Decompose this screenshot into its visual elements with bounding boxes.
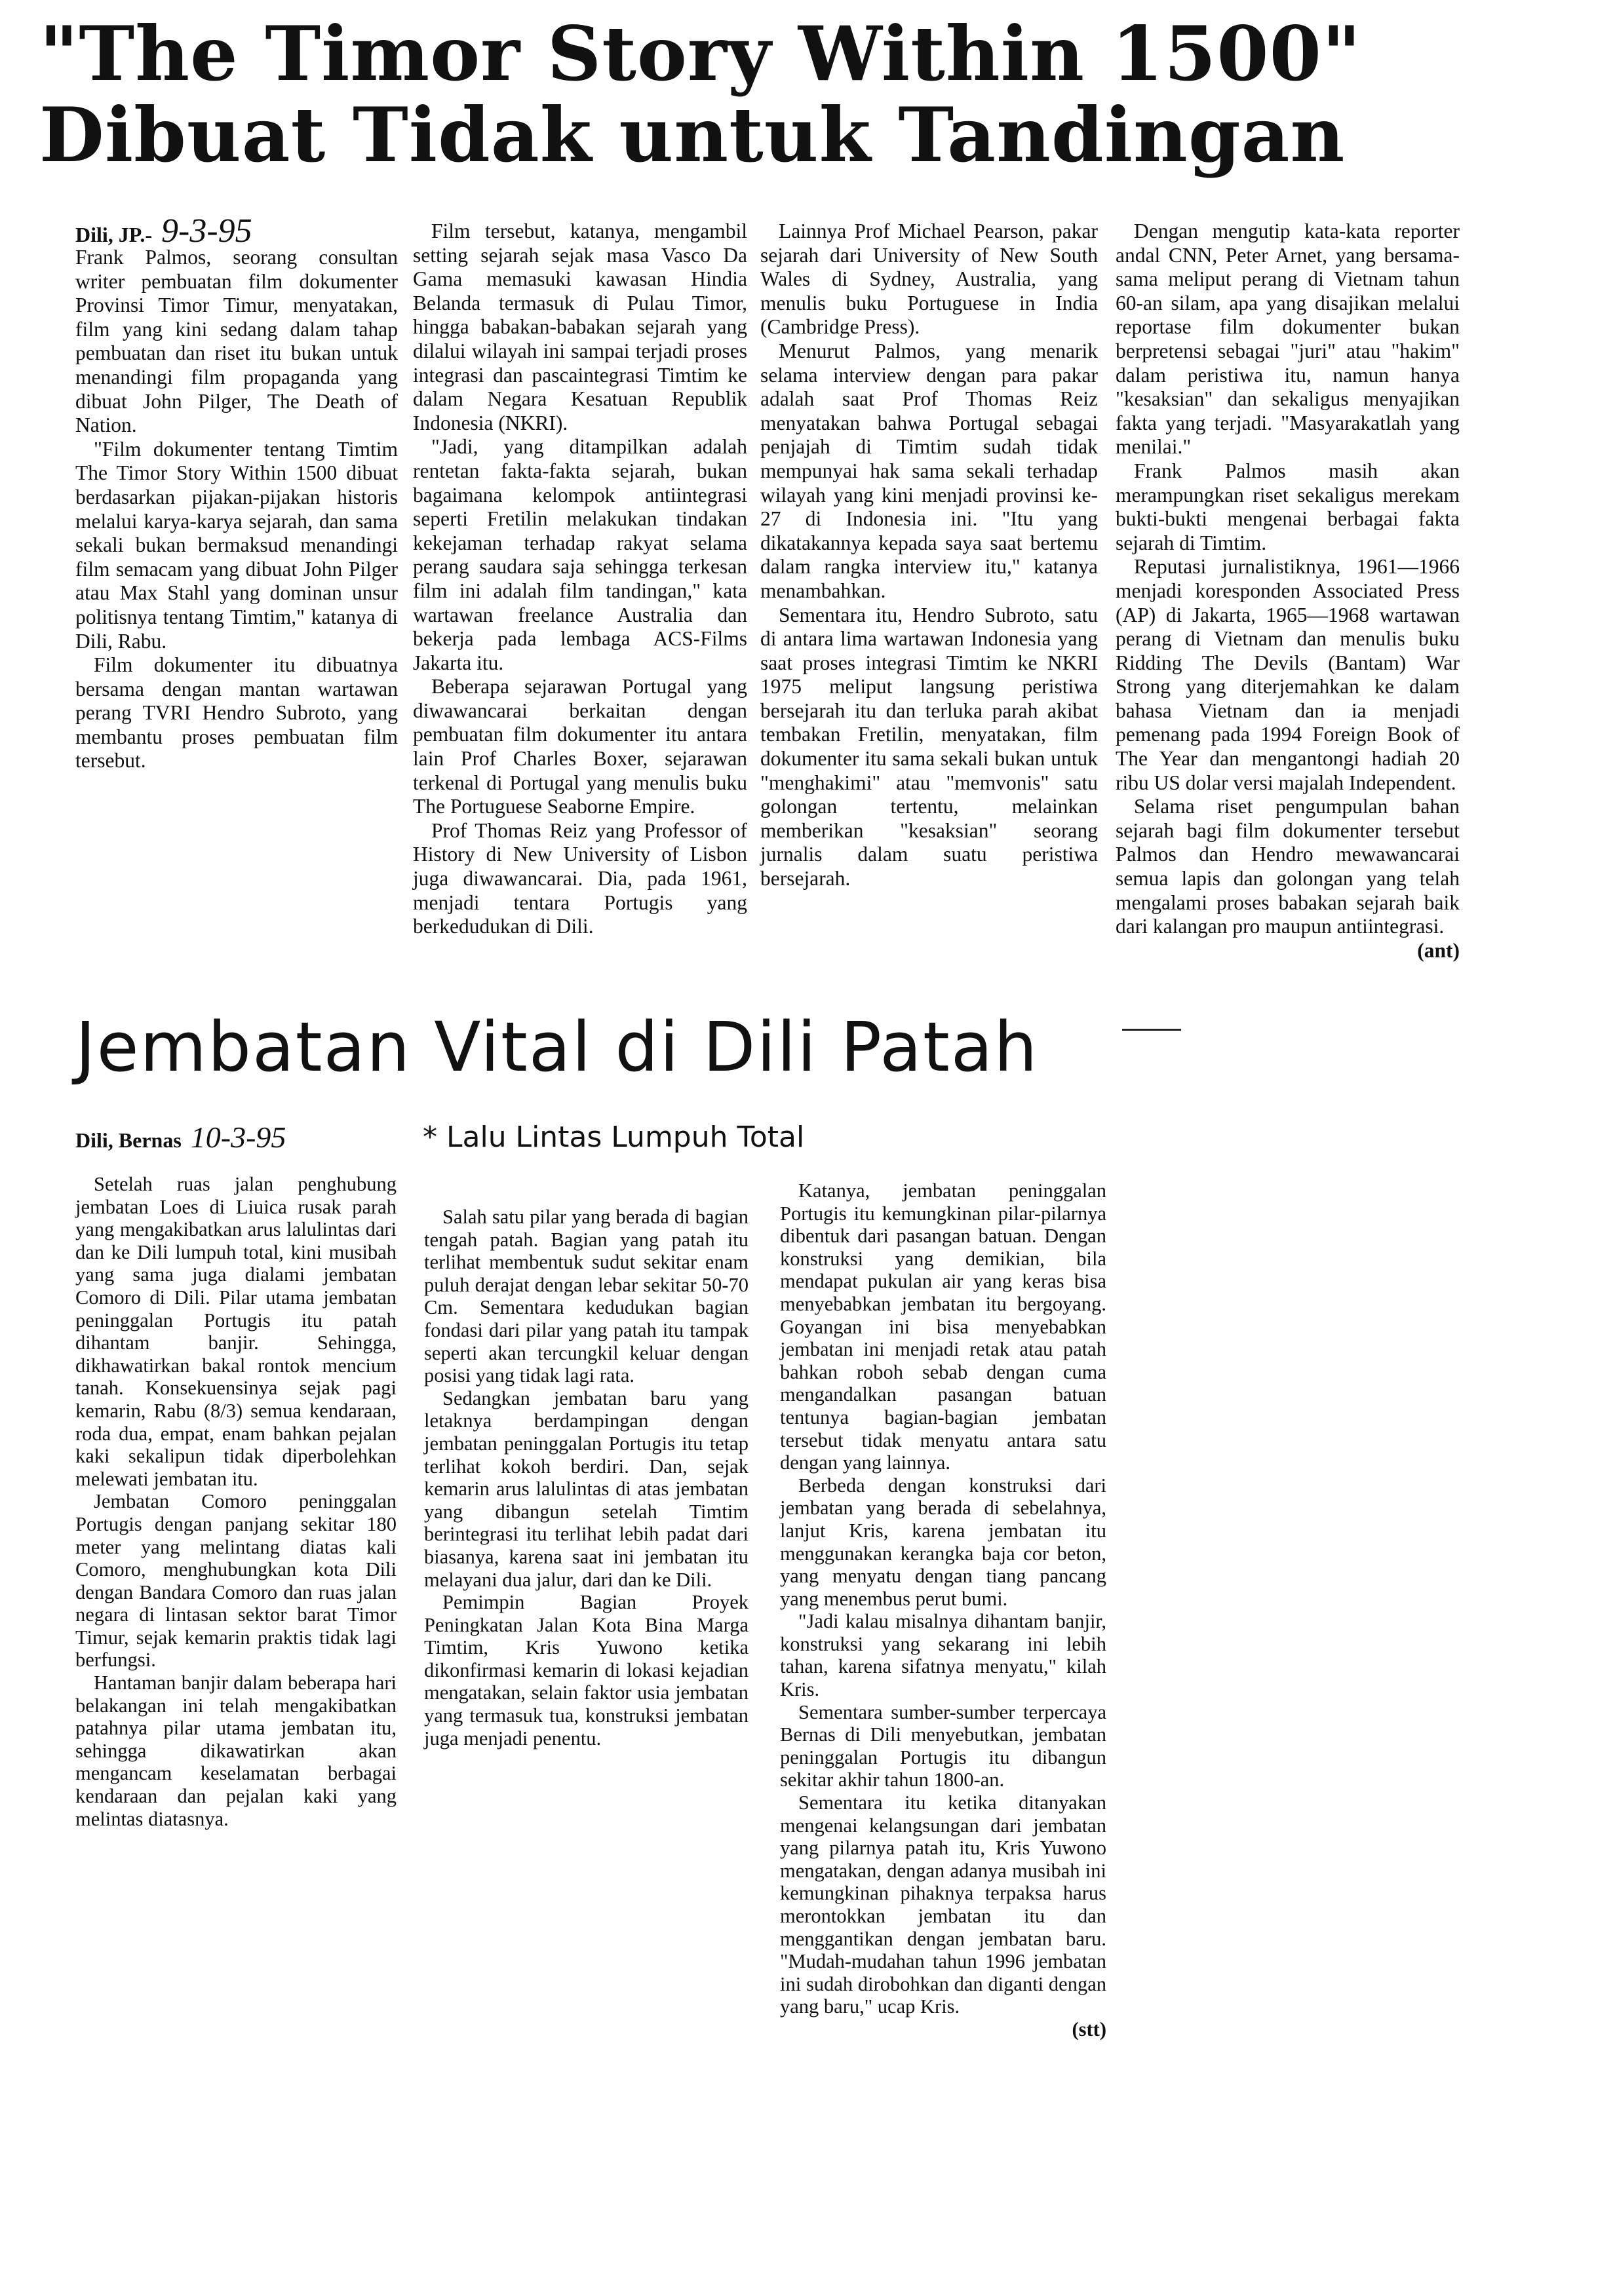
article1-paragraph: "Jadi, yang ditampilkan adalah rentetan fakta-fakta sejarah, bukan bagaimana kelompok antiintegrasi seperti Fretilin melakukan tindakan kekejaman terhadap rakyat selama perang saudara saja sehingga terkesan film ini adalah film tandingan," kata wartawan freelance Australia dan bekerja pada lembaga ACS-Films Jakarta itu. [413, 435, 747, 674]
article1-paragraph: Reputasi jurnalistiknya, 1961—1966 menjadi koresponden Associated Press (AP) di Jakarta, 1965—1968 wartawan perang di Vietnam dan menulis buku Ridding The Devils (Bantam) War Strong yang diterjemahkan ke dalam bahasa Vietnam dan ia menjadi pemenang pada 1994 Foreign Book of The Year dan mengantongi hadiah 20 ribu US dolar versi majalah Independent. [1116, 555, 1460, 794]
article1-headline [39, 10, 1468, 179]
article2-column-1 [75, 1173, 397, 1830]
article2-signoff-line [780, 2018, 1106, 2041]
article2-paragraph: Jembatan Comoro peninggalan Portugis dengan panjang sekitar 180 meter yang melintang diatas kali Comoro, menghubungkan kota Dili dengan Bandara Comoro dan ruas jalan negara di lintasan sektor barat Timor Timur, sejak kemarin praktis tidak lagi berfungsi. [75, 1490, 397, 1672]
article1-paragraph: Prof Thomas Reiz yang Professor of History di New University of Lisbon juga diwawancarai. Dia, pada 1961, menjadi tentara Portugis yang berkedudukan di Dili. [413, 818, 747, 938]
article2-column-2 [424, 1206, 749, 1750]
article1-handwritten-date: 9-3-95 [161, 212, 252, 250]
article1-column-2 [413, 220, 747, 939]
article2-headline: Jembatan Vital di Dili Patah [75, 1007, 1039, 1087]
article1-dateline-row [75, 212, 252, 250]
article1-column-3 [760, 220, 1098, 891]
article1-paragraph: Menurut Palmos, yang menarik selama interview dengan para pakar adalah saat Prof Thomas Reiz menyatakan bahwa Portugal sebagai penjajah di Timtim sudah tidak mempunyai hak sama sekali terhadap wilayah yang kini menjadi provinsi ke-27 di Indonesia ini. "Itu yang dikatakannya kepada saya saat bertemu dalam rangka interview itu," katanya menambahkan. [760, 339, 1098, 602]
article2-dateline-row [75, 1120, 286, 1154]
article2-paragraph: Sementara sumber-sumber terpercaya Bernas di Dili menyebutkan, jembatan peninggalan Portugis itu dibangun sekitar akhir tahun 1800-an. [780, 1700, 1106, 1791]
article2-paragraph: Katanya, jembatan peninggalan Portugis itu kemungkinan pilar-pilarnya dibentuk dari pasangan batuan. Dengan konstruksi yang demikian, bila mendapat pukulan air yang keras bisa menyebabkan jembatan itu bergoyang. Goyangan ini bisa menyebabkan jembatan ini menjadi retak atau patah bahkan roboh sebab dengan cuma mengandalkan pasangan batuan tentunya bagian-bagian jembatan tersebut tidak menyatu antara satu dengan yang lainnya. [780, 1179, 1106, 1474]
article1-signoff-line [1116, 939, 1460, 963]
article1-paragraph: Selama riset pengumpulan bahan sejarah bagi film dokumenter tersebut Palmos dan Hendro mewawancarai semua lapis dan golongan yang telah mengalami proses babakan sejarah baik dari kalangan pro maupun antiintegrasi. [1116, 795, 1460, 938]
article1-paragraph: Dengan mengutip kata-kata reporter andal CNN, Peter Arnet, yang bersama-sama meliput perang di Vietnam tahun 60-an silam, apa yang disajikan melalui reportase film dokumenter bukan berpretensi sebagai "juri" atau "hakim" dalam peristiwa itu, namun hanya "kesaksian" dan sekaligus menyajikan fakta yang terjadi. "Masyarakatlah yang menilai." [1116, 220, 1460, 459]
article2-paragraph: Sementara itu ketika ditanyakan mengenai kelangsungan dari jembatan yang pilarnya patah itu, Kris Yuwono mengatakan, dengan adanya musibah ini kemungkinan pihaknya terpaksa harus merontokkan jembatan itu dan menggantikan dengan jembatan baru. "Mudah-mudahan tahun 1996 jembatan ini sudah dirobohkan dan diganti dengan yang baru," ucap Kris. [780, 1791, 1106, 2018]
article2-paragraph: "Jadi kalau misalnya dihantam banjir, konstruksi yang sekarang ini lebih tahan, karena sifatnya menyatu," kilah Kris. [780, 1610, 1106, 1701]
article1-signoff: (ant) [1417, 938, 1460, 962]
article1-paragraph: Film tersebut, katanya, mengambil setting sejarah sejak masa Vasco Da Gama memasuki kawasan Hindia Belanda termasuk di Pulau Timor, hingga babakan-babakan sejarah yang dilalui wilayah ini sampai terjadi proses integrasi dan pascaintegrasi Timtim ke dalam Negara Kesatuan Republik Indonesia (NKRI). [413, 220, 747, 434]
article2-column-3 [780, 1179, 1106, 2041]
article2-dateline: Dili, Bernas [75, 1128, 182, 1152]
article1-column-4 [1116, 220, 1460, 963]
article1-paragraph: Lainnya Prof Michael Pearson, pakar sejarah dari University of New South Wales di Sydney, Australia, yang menulis buku Portuguese in India (Cambridge Press). [760, 220, 1098, 339]
article2-signoff: (stt) [1072, 2018, 1106, 2040]
article1-paragraph: Frank Palmos, seorang consultan writer pembuatan film dokumenter Provinsi Timor Timur, menyatakan, film yang kini sedang dalam tahap pembuatan dan riset itu bukan untuk menandingi film propaganda yang dibuat John Pilger, The Death of Nation. [75, 246, 398, 437]
article2-paragraph: Sedangkan jembatan baru yang letaknya berdampingan dengan jembatan peninggalan Portugis itu tetap terlihat kokoh berdiri. Dan, sejak kemarin arus lalulintas di atas jembatan yang dibangun setelah Timtim berintegrasi itu terlihat lebih padat dari biasanya, karena saat ini jembatan itu melayani dua jalur, dari dan ke Dili. [424, 1387, 749, 1591]
article1-headline-line1: "The Timor Story Within 1500" [39, 10, 1362, 98]
article1-headline-line2: Dibuat Tidak untuk Tandingan [39, 91, 1346, 179]
article1-paragraph: Film dokumenter itu dibuatnya bersama dengan mantan wartawan perang TVRI Hendro Subroto, yang membantu proses pembuatan film tersebut. [75, 653, 398, 773]
article1-column-1 [75, 246, 398, 773]
article2-paragraph: Pemimpin Bagian Proyek Peningkatan Jalan Kota Bina Marga Timtim, Kris Yuwono ketika dikonfirmasi kemarin di lokasi kejadian mengatakan, selain faktor usia jembatan yang termasuk tua, konstruksi jembatan juga menjadi penentu. [424, 1591, 749, 1750]
article1-paragraph: Sementara itu, Hendro Subroto, satu di antara lima wartawan Indonesia yang saat proses integrasi Timtim ke NKRI 1975 meliput langsung peristiwa bersejarah itu dan terluka parah akibat tembakan Fretilin, menyatakan, film dokumenter itu sama sekali bukan untuk "menghakimi" atau "memvonis" satu golongan tertentu, melainkan memberikan "kesaksian" seorang jurnalis dalam suatu peristiwa bersejarah. [760, 603, 1098, 890]
article1-paragraph: "Film dokumenter tentang Timtim The Timor Story Within 1500 dibuat berdasarkan pijakan-pijakan historis melalui karya-karya sejarah, dan sama sekali bukan bermaksud menandingi film semacam yang dibuat John Pilger atau Max Stahl yang dominan unsur politisnya tentang Timtim," katanya di Dili, Rabu. [75, 437, 398, 653]
article2-paragraph: Hantaman banjir dalam beberapa hari belakangan ini telah mengakibatkan patahnya pilar utama jembatan itu, sehingga dikawatirkan akan mengancam keselamatan berbagai kendaraan dan pejalan kaki yang melintas diatasnya. [75, 1672, 397, 1830]
article2-paragraph: Setelah ruas jalan penghubung jembatan Loes di Liuica rusak parah yang mengakibatkan arus lalulintas dari dan ke Dili lumpuh total, kini musibah yang sama juga dialami jembatan Comoro di Dili. Pilar utama jembatan peninggalan Portugis itu patah dihantam banjir. Sehingga, dikhawatirkan bakal rontok mencium tanah. Konsekuensinya sejak pagi kemarin, Rabu (8/3) semua kendaraan, roda dua, empat, enam bahkan pejalan kaki sekalipun tidak diperbolehkan melewati jembatan itu. [75, 1173, 397, 1490]
article2-paragraph: Berbeda dengan konstruksi dari jembatan yang berada di sebelahnya, lanjut Kris, karena jembatan itu menggunakan kerangka baja cor beton, yang menyatu dengan tiang pancang yang menembus perut bumi. [780, 1474, 1106, 1610]
article2-subhead: * Lalu Lintas Lumpuh Total [423, 1120, 805, 1154]
article1-paragraph: Frank Palmos masih akan merampungkan riset sekaligus merekam bukti-bukti mengenai berbagai fakta sejarah di Timtim. [1116, 459, 1460, 554]
article2-handwritten-date: 10-3-95 [190, 1120, 286, 1154]
article2-paragraph: Salah satu pilar yang berada di bagian tengah patah. Bagian yang patah itu terlihat membentuk sudut sekitar enam puluh derajat dengan lebar sekitar 50-70 Cm. Sementara kedudukan bagian fondasi dari pilar yang patah itu tampak seperti akan tercungkil keluar dengan posisi yang tidak lagi rata. [424, 1206, 749, 1387]
article1-dateline: Dili, JP.- [75, 223, 153, 246]
article1-paragraph: Beberapa sejarawan Portugal yang diwawancarai berkaitan dengan pembuatan film dokumenter itu antara lain Prof Charles Boxer, sejarawan terkenal di Portugal yang menulis buku The Portuguese Seaborne Empire. [413, 675, 747, 818]
